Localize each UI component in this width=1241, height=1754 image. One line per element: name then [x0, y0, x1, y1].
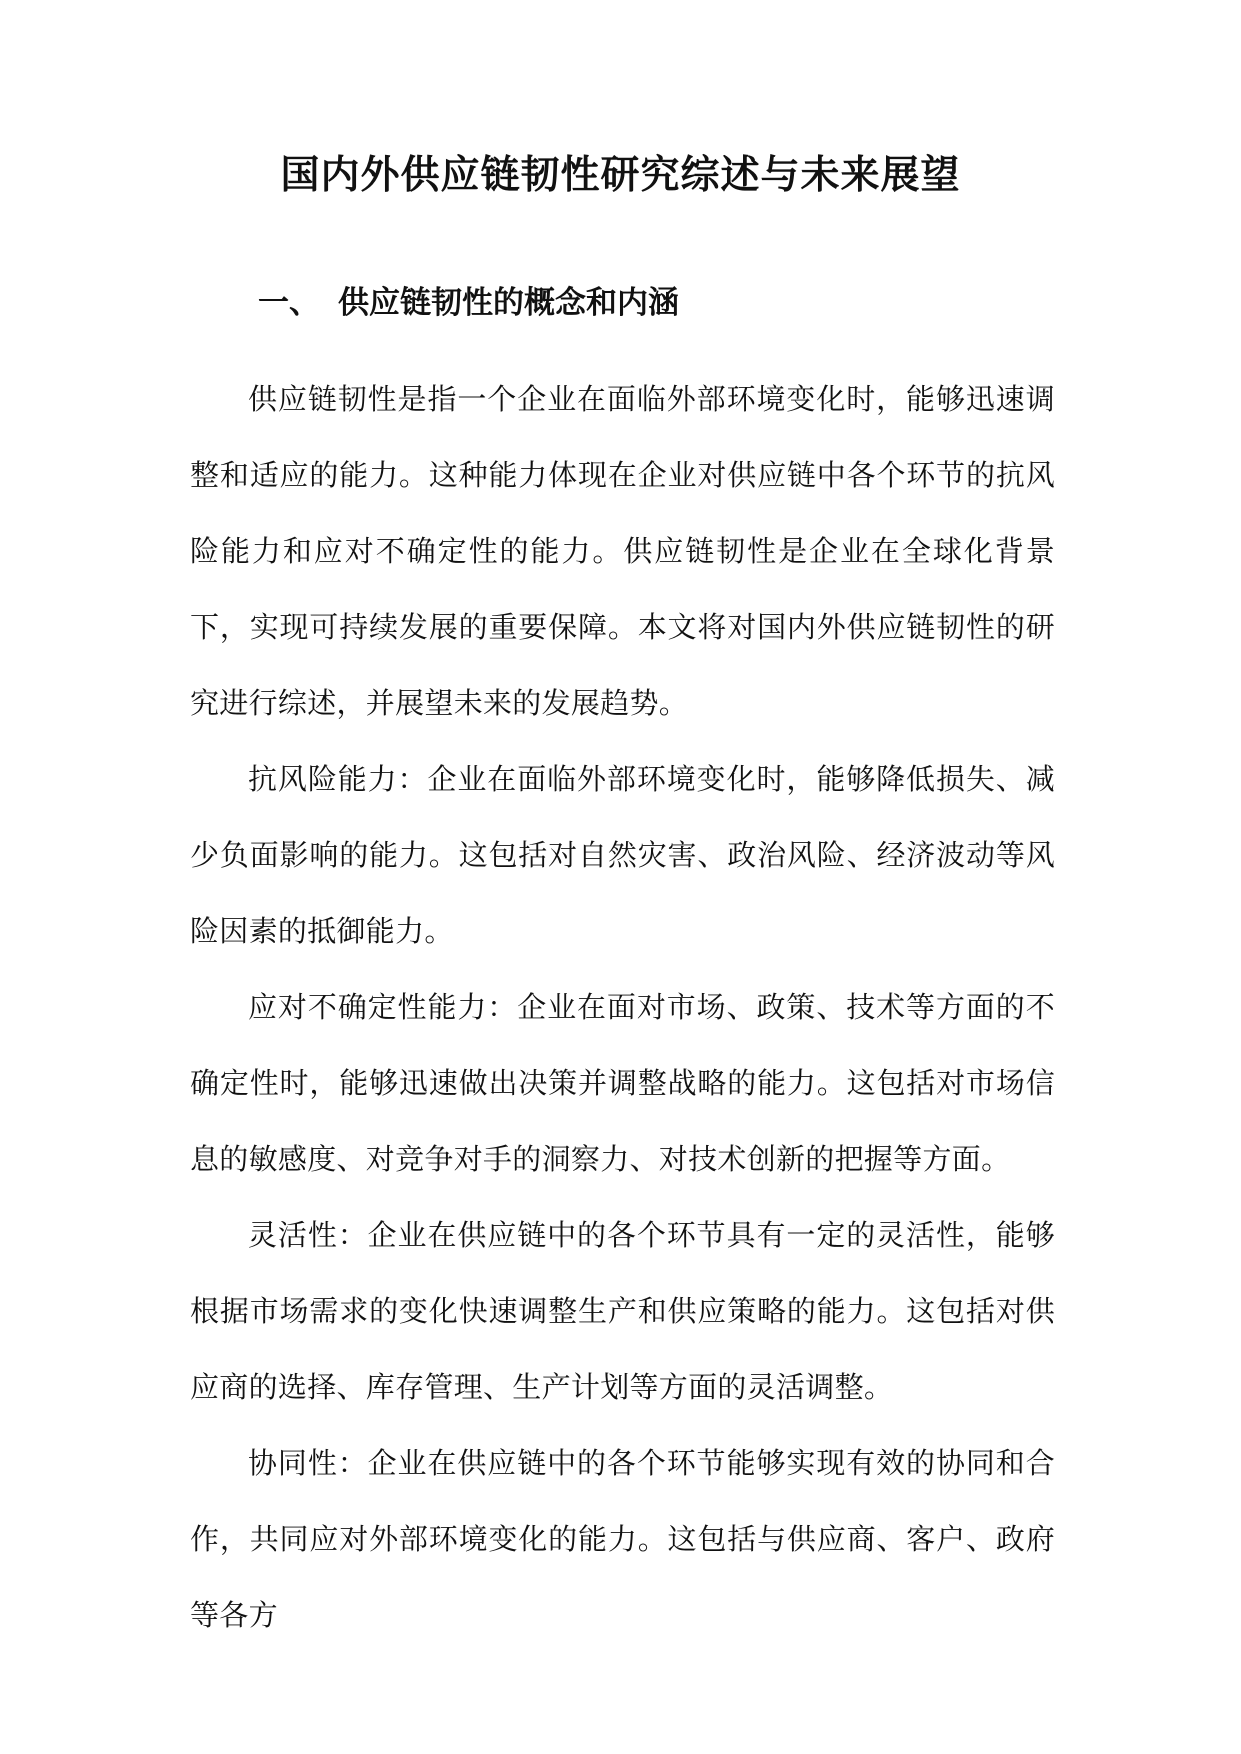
paragraph-intro: 供应链韧性是指一个企业在面临外部环境变化时，能够迅速调整和适应的能力。这种能力体现在企业对供应链中各个环节的抗风险能力和应对不确定性的能力。供应链韧性是企业在全球化背景下，实现可持续发展的重要保障。本文将对国内外供应链韧性的研究进行综述，并展望未来的发展趋势。: [190, 382, 1055, 720]
document-body: [190, 361, 1055, 1653]
paragraph-flexibility: 灵活性：企业在供应链中的各个环节具有一定的灵活性，能够根据市场需求的变化快速调整生产和供应策略的能力。这包括对供应商的选择、库存管理、生产计划等方面的灵活调整。: [190, 1218, 1055, 1404]
section-heading-text: 供应链韧性的概念和内涵: [338, 285, 679, 321]
paragraph-uncertainty-response: 应对不确定性能力：企业在面对市场、政策、技术等方面的不确定性时，能够迅速做出决策并调整战略的能力。这包括对市场信息的敏感度、对竞争对手的洞察力、对技术创新的把握等方面。: [190, 990, 1055, 1176]
paragraph-collaboration: 协同性：企业在供应链中的各个环节能够实现有效的协同和合作，共同应对外部环境变化的能力。这包括与供应商、客户、政府等各方: [190, 1446, 1055, 1632]
section-number: 一、: [258, 285, 320, 321]
document-title: 国内外供应链韧性研究综述与未来展望: [280, 152, 961, 198]
section-heading: [258, 278, 679, 328]
paragraph-risk-resistance: 抗风险能力：企业在面临外部环境变化时，能够降低损失、减少负面影响的能力。这包括对自然灾害、政治风险、经济波动等风险因素的抵御能力。: [190, 762, 1055, 948]
